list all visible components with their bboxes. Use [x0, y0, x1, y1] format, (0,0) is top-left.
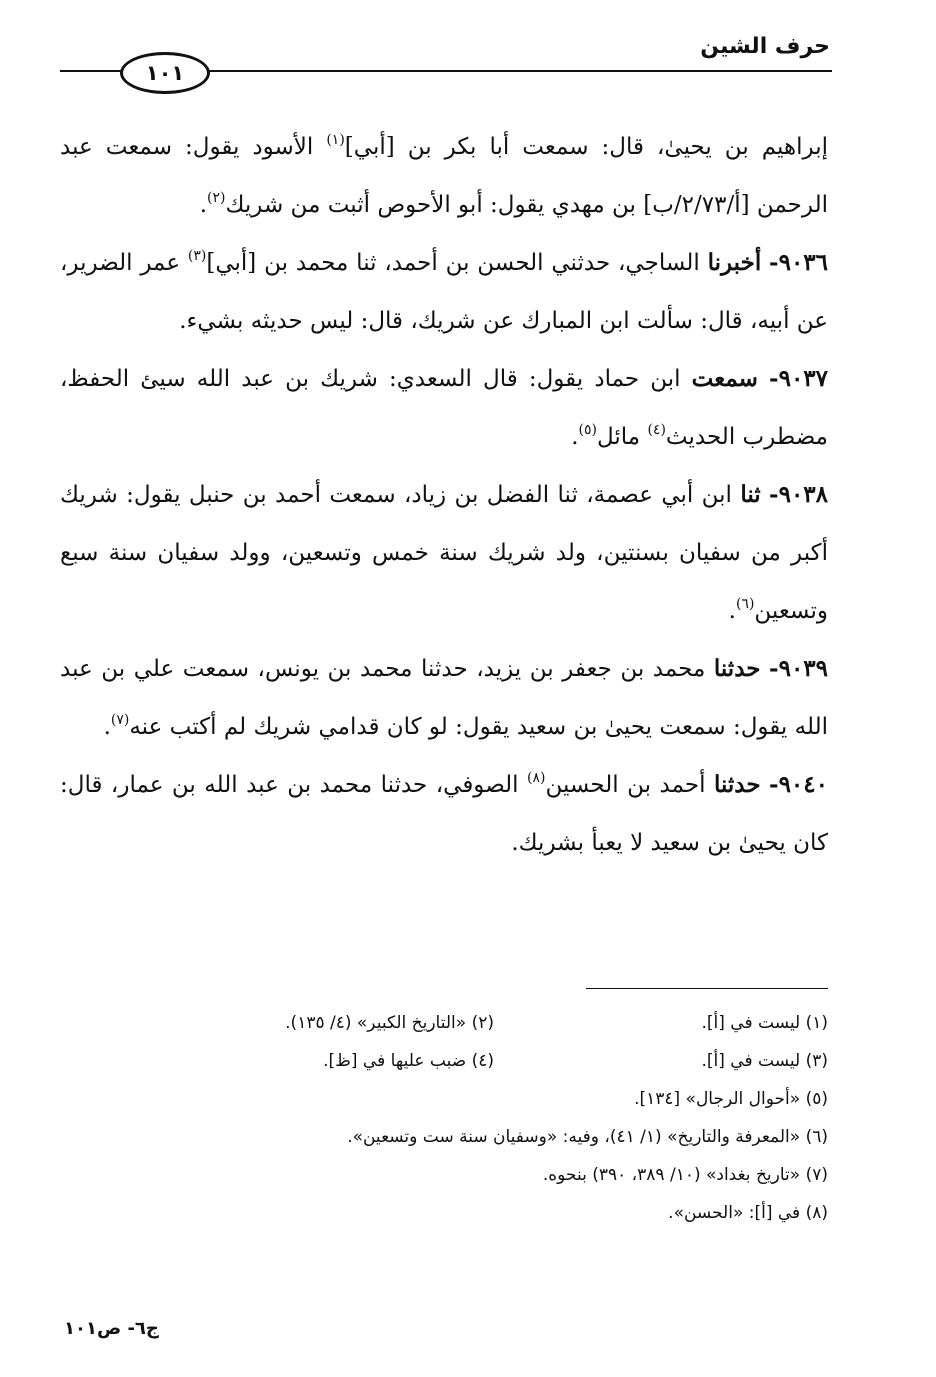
text-run: الساجي، حدثني الحسن بن أحمد، ثنا محمد بن [أبي]	[206, 250, 708, 276]
footnote-row	[160, 1194, 828, 1232]
footnote-ref: (٤)	[647, 422, 666, 438]
text-run: .	[728, 598, 736, 624]
paragraph-continuation	[60, 118, 828, 234]
footnote-row	[160, 1118, 828, 1156]
text-run: ابن حماد يقول: قال السعدي: شريك بن عبد الله سيئ الحفظ، مضطرب الحديث	[60, 366, 828, 450]
text-run: .	[103, 714, 111, 740]
text-run: إبراهيم بن يحيىٰ، قال: سمعت أبا بكر بن [أبي]	[344, 134, 828, 160]
main-text	[60, 118, 828, 872]
narration-keyword: ثنا	[740, 481, 761, 508]
footnotes	[160, 1004, 828, 1232]
narration-keyword: حدثنا	[713, 655, 761, 682]
text-run: أحمد بن الحسين	[545, 772, 714, 798]
narration-keyword: حدثنا	[713, 771, 761, 798]
footnote-4: (٤) ضبب عليها في [ظ].	[323, 1051, 494, 1071]
narration-9037	[60, 350, 828, 466]
footnote-row	[160, 1156, 828, 1194]
narration-number: ٩٠٤٠-	[769, 771, 828, 798]
narration-number: ٩٠٣٩-	[769, 655, 829, 682]
text-run: مائل	[596, 424, 648, 450]
page-header	[60, 30, 832, 90]
chapter-title: حرف الشين	[700, 34, 830, 59]
footnote-ref: (٧)	[110, 712, 130, 728]
text-run: عمر الضرير، عن أبيه، قال: سألت ابن المبارك عن شريك، قال: ليس حديثه بشيء.	[60, 250, 828, 334]
footnote-2: (٢) «التاريخ الكبير» (٤/ ١٣٥).	[285, 1013, 494, 1033]
footnote-ref: (٣)	[187, 248, 207, 264]
footnote-1: (١) ليست في [أ].	[701, 1013, 828, 1033]
footnote-ref: (٥)	[578, 422, 597, 438]
text-run: الأسود يقول: سمعت عبد الرحمن [أ/٢/٧٣/ب] بن مهدي يقول: أبو الأحوص أثبت من شريك	[60, 134, 828, 218]
page-number-badge: ١٠١	[120, 52, 210, 94]
narration-keyword: أخبرنا	[707, 249, 762, 276]
footnote-6: (٦) «المعرفة والتاريخ» (١/ ٤١)، وفيه: «وسفيان سنة ست وتسعين».	[347, 1127, 828, 1147]
narration-number: ٩٠٣٦-	[769, 249, 829, 276]
footnote-row	[160, 1004, 828, 1042]
narration-9040	[60, 756, 828, 872]
narration-number: ٩٠٣٨-	[769, 481, 829, 508]
footnote-ref: (٢)	[207, 190, 226, 206]
narration-9039	[60, 640, 828, 756]
text-run: .	[199, 192, 208, 218]
footnote-ref: (٨)	[527, 770, 546, 786]
footnote-separator	[586, 988, 828, 989]
text-run: ابن أبي عصمة، ثنا الفضل بن زياد، سمعت أحمد بن حنبل يقول: شريك أكبر من سفيان بسنتين، ولد شريك سنة خمس وتسعين، وولد سفيان سنة سبع وتسعين	[60, 482, 828, 624]
text-run: الصوفي، حدثنا محمد بن عبد الله بن عمار، قال: كان يحيىٰ بن سعيد لا يعبأ بشريك.	[60, 772, 828, 856]
volume-page-reference: ج٦- ص١٠١	[64, 1318, 159, 1339]
text-run: محمد بن جعفر بن يزيد، حدثنا محمد بن يونس، سمعت علي بن عبد الله يقول: سمعت يحيىٰ بن سعيد يقول: لو كان قدامي شريك لم أكتب عنه	[60, 656, 828, 740]
narration-9038	[60, 466, 828, 640]
footnote-row	[160, 1080, 828, 1118]
footnote-3: (٣) ليست في [أ].	[701, 1051, 828, 1071]
narration-9036	[60, 234, 828, 350]
narration-number: ٩٠٣٧-	[769, 365, 829, 392]
footnote-row	[160, 1042, 828, 1080]
footnote-8: (٨) في [أ]: «الحسن».	[668, 1203, 828, 1223]
narration-keyword: سمعت	[691, 365, 758, 392]
footnote-5: (٥) «أحوال الرجال» [١٣٤].	[634, 1089, 828, 1109]
footnote-ref: (٦)	[735, 596, 755, 612]
footnote-7: (٧) «تاريخ بغداد» (١٠/ ٣٨٩، ٣٩٠) بنحوه.	[542, 1165, 828, 1185]
text-run: .	[571, 424, 579, 450]
footnote-ref: (١)	[326, 132, 345, 148]
